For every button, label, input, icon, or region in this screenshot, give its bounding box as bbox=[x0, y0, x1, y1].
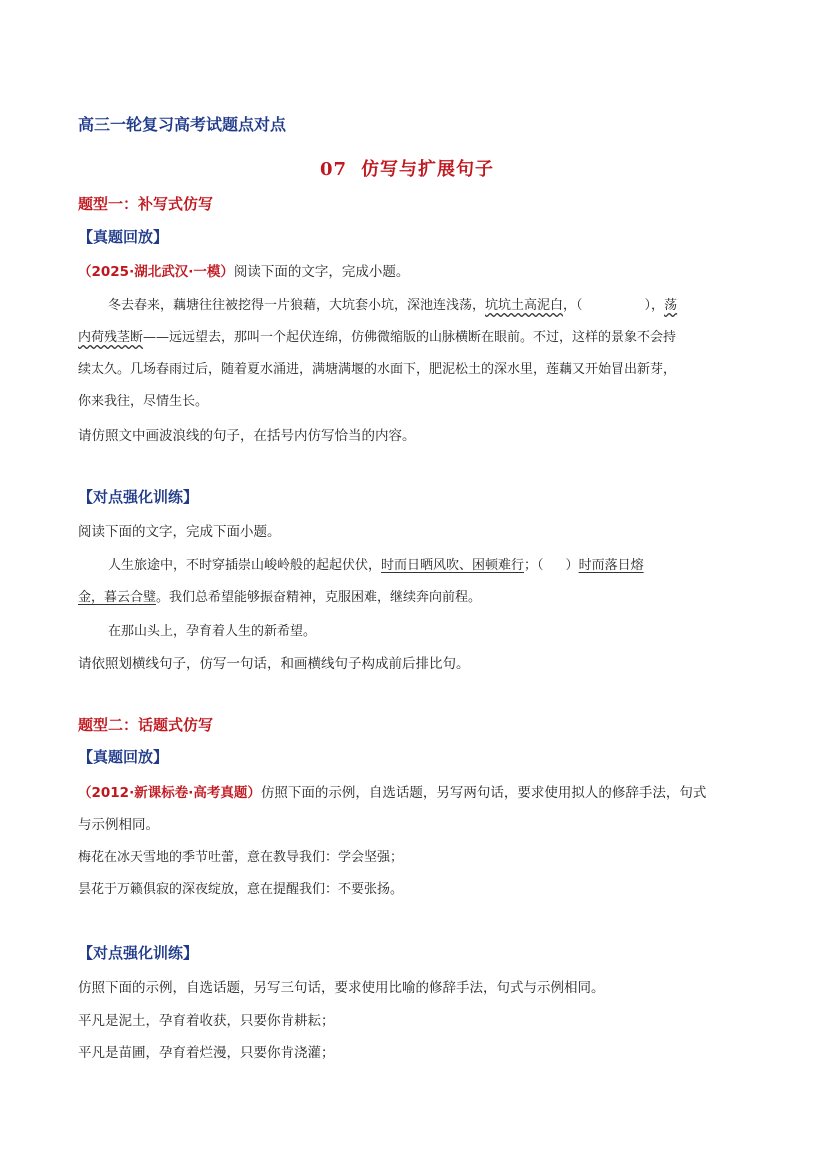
train-passage-line-1 bbox=[108, 554, 644, 573]
section2-intro-line bbox=[78, 781, 706, 801]
chapter-heading bbox=[320, 155, 494, 181]
passage-text: 冬去春来，藕塘往往被挖得一片狼藉，大坑套小坑，深池连浅荡， bbox=[108, 298, 486, 313]
section1-question: 请仿照文中画波浪线的句子，在括号内仿写恰当的内容。 bbox=[78, 428, 416, 444]
train-example-1: 平凡是泥土，孕育着收获，只要你肯耕耘； bbox=[78, 1013, 335, 1029]
underlined-sentence: 金，暮云合璧 bbox=[78, 590, 157, 605]
section1-intro-line bbox=[78, 260, 409, 280]
section2-intro: 仿照下面的示例，自选话题，另写两句话，要求使用拟人的修辞手法，句式 bbox=[260, 785, 707, 801]
wavy-sentence: 内荷残茎断 bbox=[78, 330, 144, 345]
section2-heading: 题型二：话题式仿写 bbox=[78, 716, 214, 734]
passage-text: ，（ bbox=[563, 298, 583, 313]
passage-text: ）， bbox=[644, 298, 665, 313]
section2-train-intro: 仿照下面的示例，自选话题，另写三句话，要求使用比喻的修辞手法，句式与示例相同。 bbox=[78, 980, 605, 996]
example-sentence-2: 昙花于万籁俱寂的深夜绽放，意在提醒我们：不要张扬。 bbox=[78, 882, 404, 897]
section1-train-intro: 阅读下面的文字，完成下面小题。 bbox=[78, 524, 281, 540]
section1-heading: 题型一：补写式仿写 bbox=[78, 195, 214, 213]
wavy-sentence: 荡 bbox=[664, 298, 678, 313]
wavy-sentence: 坑坑土高泥白 bbox=[485, 298, 564, 313]
passage-text: ——远远望去，那叫一个起伏连绵，仿佛微缩版的山脉横断在眼前。不过，这样的景象不会持 bbox=[143, 330, 677, 345]
section1-real-heading: 【真题回放】 bbox=[78, 228, 169, 246]
passage-text: ；（ bbox=[524, 558, 544, 573]
section2-real-heading: 【真题回放】 bbox=[78, 748, 169, 766]
passage-line-4: 你来我往，尽情生长。 bbox=[78, 394, 209, 409]
chapter-number: 07 bbox=[320, 159, 348, 180]
train-passage-line-3: 在那山头上，孕育着人生的新希望。 bbox=[108, 624, 317, 639]
section1-intro: 阅读下面的文字，完成小题。 bbox=[233, 264, 410, 280]
document-title: 高三一轮复习高考试题点对点 bbox=[78, 115, 287, 134]
section2-train-heading: 【对点强化训练】 bbox=[78, 944, 199, 962]
example-sentence-1: 梅花在冰天雪地的季节吐蕾，意在教导我们：学会坚强； bbox=[78, 850, 404, 865]
passage-line-3: 续太久。几场春雨过后，随着夏水涌进，满塘满堰的水面下，肥泥松土的深水里，莲藕又开始冒出新芽， bbox=[78, 362, 677, 377]
chapter-title: 仿写与扩展句子 bbox=[361, 159, 495, 180]
train-passage-line-2 bbox=[78, 586, 481, 605]
underlined-sentence: 时而日晒风吹、困顿难行 bbox=[381, 558, 525, 573]
train-example-2: 平凡是苗圃，孕育着烂漫，只要你肯浇灌； bbox=[78, 1045, 335, 1061]
section2-source: （2012·新课标卷·高考真题） bbox=[78, 785, 261, 801]
section1-train-heading: 【对点强化训练】 bbox=[78, 488, 199, 506]
passage-line-2 bbox=[78, 326, 676, 345]
section1-source: （2025·湖北武汉·一模） bbox=[78, 264, 234, 280]
passage-text: ） bbox=[565, 558, 579, 573]
passage-text: 。我们总希望能够振奋精神，克服困难，继续奔向前程。 bbox=[156, 590, 482, 605]
section2-intro-line-2: 与示例相同。 bbox=[78, 817, 159, 833]
passage-text: 人生旅途中，不时穿插崇山峻岭般的起起伏伏， bbox=[108, 558, 382, 573]
passage-line-1 bbox=[108, 294, 677, 313]
section1-train-question: 请依照划横线句子，仿写一句话，和画横线句子构成前后排比句。 bbox=[78, 656, 470, 672]
underlined-sentence: 时而落日熔 bbox=[578, 558, 644, 573]
